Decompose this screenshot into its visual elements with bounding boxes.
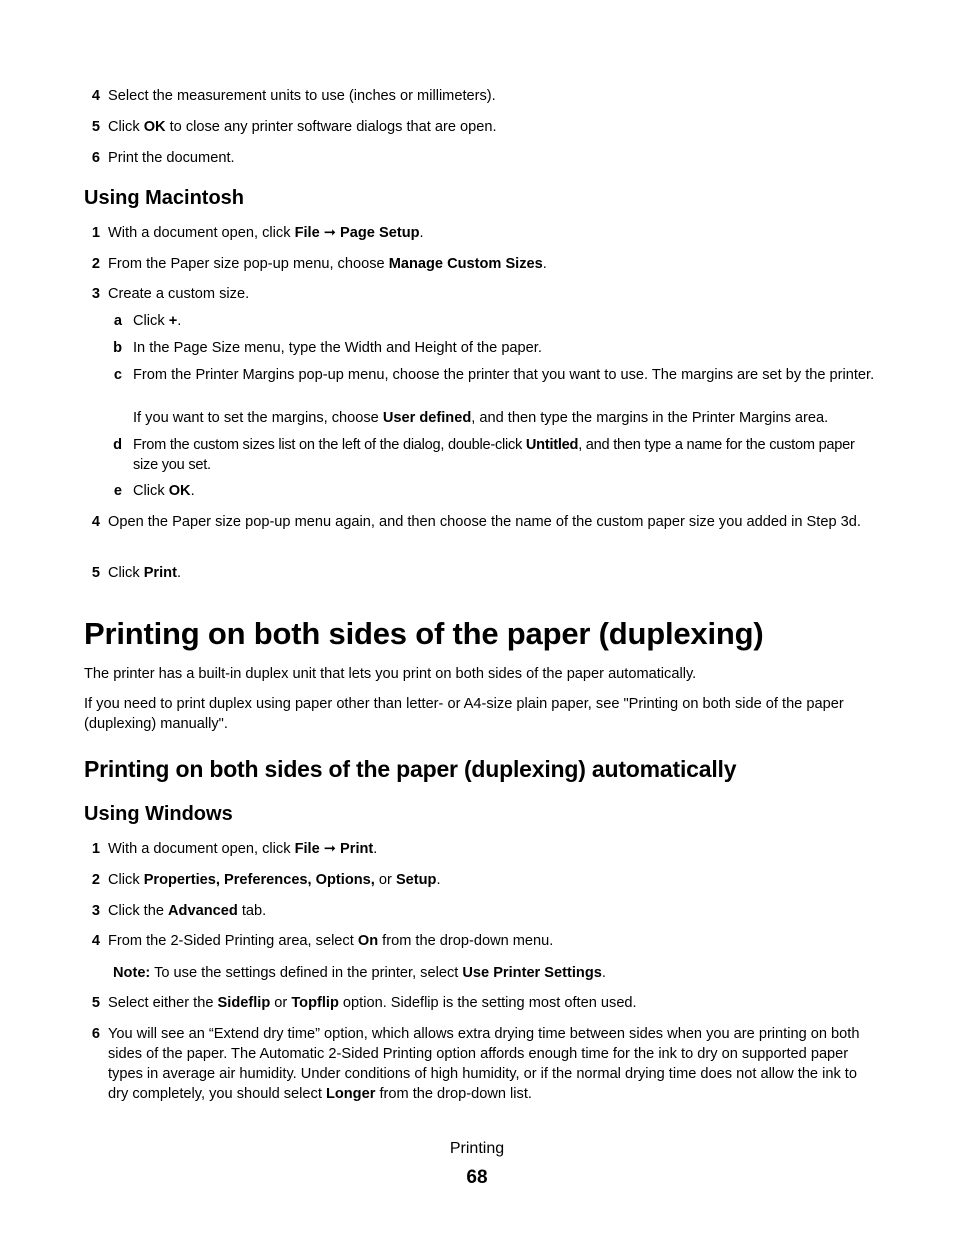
bold-term: Properties, Preferences, Options, [143, 872, 375, 888]
step-text: Click OK to close any printer software dialogs that are open. [108, 119, 497, 135]
bold-term: Setup [395, 872, 437, 888]
step-text: Create a custom size. [108, 286, 250, 302]
bold-term: Use Printer Settings [462, 965, 602, 981]
step-number: 3 [91, 286, 100, 302]
bold-term: OK [143, 119, 166, 135]
step-text: Click Print. [108, 565, 181, 581]
intro-paragraph: If you need to print duplex using paper other than letter- or A4-size plain paper, see "Printing on both side of the paper (duplexing) manually". [84, 696, 844, 732]
bold-term: Topflip [291, 995, 339, 1011]
step-number: 4 [91, 514, 100, 530]
step-text: You will see an “Extend dry time” option, which allows extra drying time between sides when you are printing on both sides of the paper. The Automatic 2-Sided Printing option affords enough time for the ink to dry on supported paper types in average air humidity. Under conditions of high humidity, or if the normal drying time does not allow the ink to dry completely, you should select Longer from the drop-down list. [108, 1026, 860, 1102]
step-text: Select either the Sideflip or Topflip option. Sideflip is the setting most often used. [108, 995, 637, 1011]
bold-term: On [357, 933, 379, 949]
step-text: Click the Advanced tab. [108, 903, 267, 919]
bold-term: Longer [325, 1086, 376, 1102]
step-text: Print the document. [108, 150, 235, 166]
step-number: 4 [91, 933, 100, 949]
step-number: 2 [91, 256, 100, 272]
step-text: From the 2-Sided Printing area, select On from the drop-down menu. [108, 933, 554, 949]
step-text: From the Paper size pop-up menu, choose Manage Custom Sizes. [108, 256, 547, 272]
bold-term: OK [168, 483, 191, 499]
bold-term: Print [340, 841, 374, 857]
substep-letter: a [113, 313, 122, 329]
step-number: 4 [91, 88, 100, 104]
step-number: 2 [91, 872, 100, 888]
step-text: Select the measurement units to use (inches or millimeters). [108, 88, 496, 104]
bold-term: Advanced [168, 903, 238, 919]
step-number: 3 [91, 903, 100, 919]
section-heading-windows: Using Windows [84, 803, 233, 825]
substep-text: In the Page Size menu, type the Width and Height of the paper. [133, 340, 542, 356]
bold-term: User defined [382, 410, 472, 426]
substep-text: Click +. [133, 313, 182, 329]
bold-term: Print [143, 565, 177, 581]
step-number: 5 [91, 119, 100, 135]
step-text: With a document open, click File ➞ Print. [108, 841, 378, 857]
step-number: 5 [91, 995, 100, 1011]
substep-letter: c [113, 367, 122, 383]
page-title: Printing on both sides of the paper (duplexing) [84, 616, 764, 651]
substep-text: From the Printer Margins pop-up menu, choose the printer that you want to use. The margins are set by the printer. [133, 367, 875, 383]
substep-letter: b [113, 340, 122, 356]
bold-term: Manage Custom Sizes [388, 256, 543, 272]
substep-text: Click OK. [133, 483, 195, 499]
substep-text: From the custom sizes list on the left of the dialog, double-click Untitled, and then type a name for the custom paper size you set. [133, 437, 855, 473]
section-heading-macintosh: Using Macintosh [84, 187, 245, 209]
step-text: Open the Paper size pop-up menu again, and then choose the name of the custom paper size you added in Step 3d. [108, 514, 861, 530]
bold-term: Sideflip [217, 995, 271, 1011]
bold-term: File [294, 841, 320, 857]
bold-term: Note: [113, 965, 151, 981]
page-number: 68 [466, 1167, 488, 1188]
step-number: 5 [91, 565, 100, 581]
note: Note: To use the settings defined in the printer, select Use Printer Settings. [113, 965, 606, 981]
bold-term: File [294, 225, 320, 241]
substep-letter: e [113, 483, 122, 499]
step-text: Click Properties, Preferences, Options, or Setup. [108, 872, 441, 888]
step-number: 6 [91, 150, 100, 166]
intro-paragraph: The printer has a built-in duplex unit that lets you print on both sides of the paper automatically. [84, 666, 697, 682]
bold-term: + [168, 313, 178, 329]
step-number: 6 [91, 1026, 100, 1042]
bold-term: Page Setup [340, 225, 420, 241]
substep-continuation: If you want to set the margins, choose User defined, and then type the margins in the Printer Margins area. [133, 410, 829, 426]
substep-letter: d [113, 437, 122, 453]
step-number: 1 [91, 225, 100, 241]
step-text: With a document open, click File ➞ Page Setup. [108, 225, 424, 241]
footer-section-label: Printing [449, 1140, 505, 1157]
bold-term: Untitled [525, 437, 579, 453]
step-number: 1 [91, 841, 100, 857]
section-title-duplex-auto: Printing on both sides of the paper (duplexing) automatically [84, 756, 737, 782]
